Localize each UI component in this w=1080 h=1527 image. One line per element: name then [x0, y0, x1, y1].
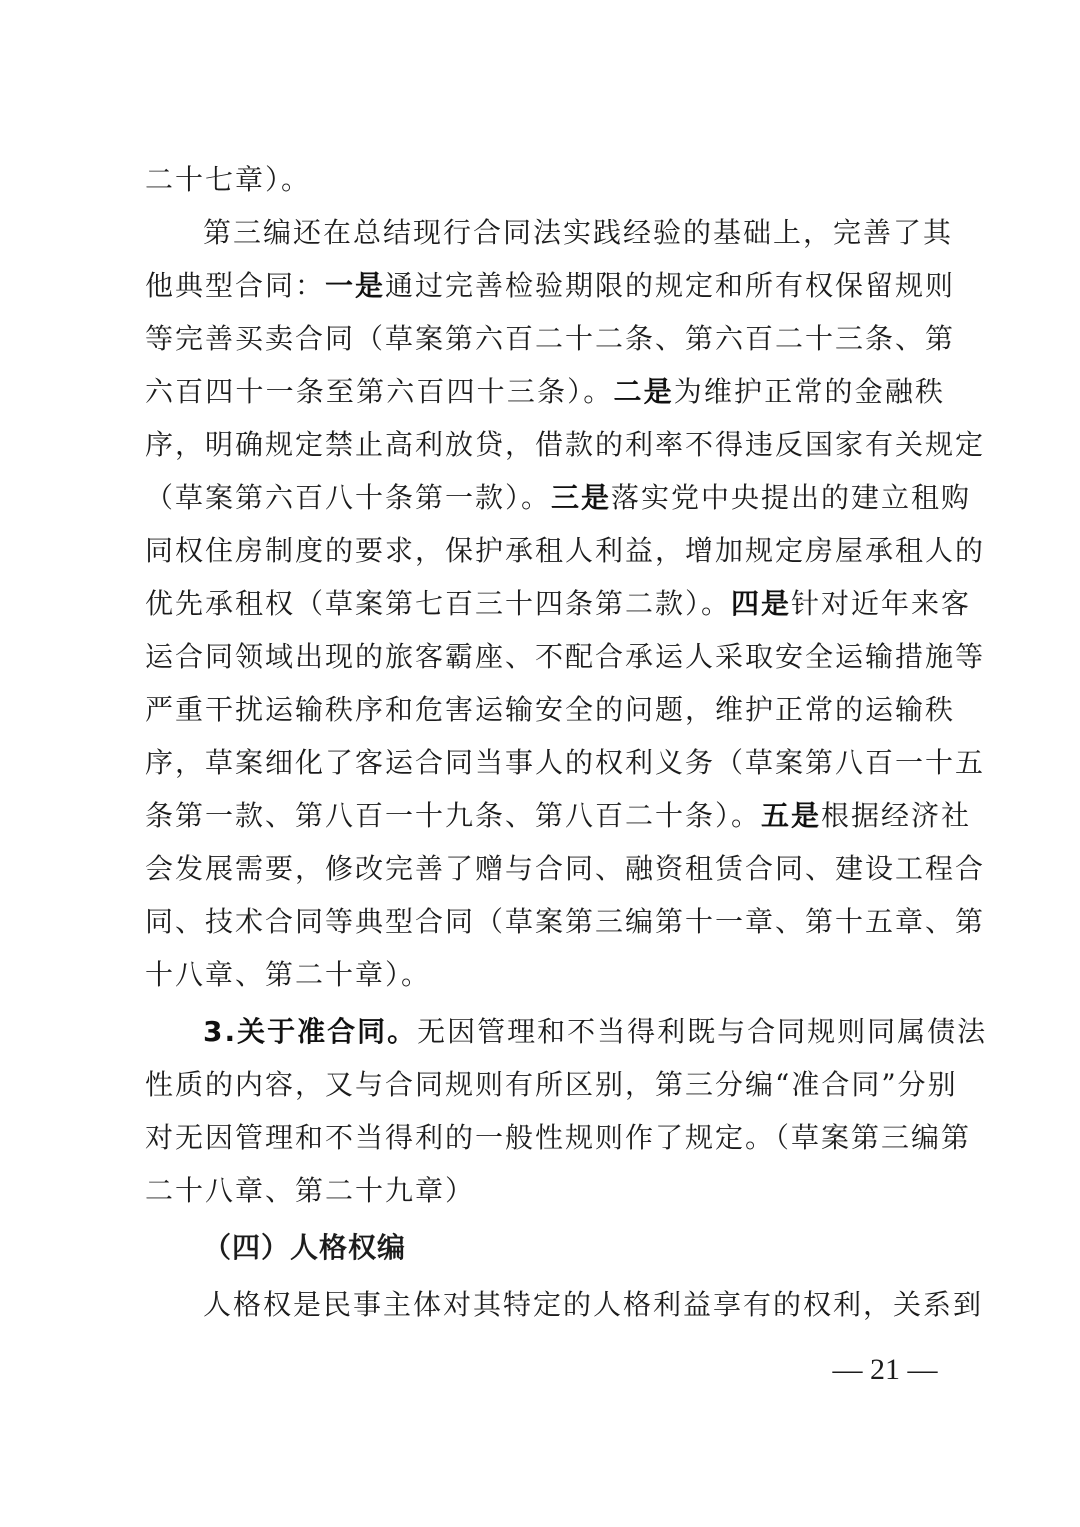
text-line: 条第一款、第八百一十九条、第八百二十条）。五是根据经济社 [145, 799, 972, 832]
section-quasi-contract: 3.关于准合同。无因管理和不当得利既与合同规则同属债法 [203, 1015, 988, 1048]
section-heading-3: 3.关于准合同。 [203, 1015, 418, 1048]
text-line: 二十七章）。 [145, 163, 312, 196]
emphasis-one: 一是 [325, 269, 386, 302]
text-line: 六百四十一条至第六百四十三条）。二是为维护正常的金融秩 [145, 375, 945, 408]
text-line: 二十八章、第二十九章） [145, 1174, 476, 1207]
text-line: 他典型合同：一是通过完善检验期限的规定和所有权保留规则 [145, 269, 956, 302]
subheading-personality-rights: （四）人格权编 [203, 1231, 407, 1264]
text-line: 严重干扰运输秩序和危害运输安全的问题，维护正常的运输秩 [145, 693, 956, 726]
text-line: 运合同领域出现的旅客霸座、不配合承运人采取安全运输措施等 [145, 640, 986, 673]
emphasis-five: 五是 [761, 799, 822, 832]
text-line: 对无因管理和不当得利的一般性规则作了规定。（草案第三编第 [145, 1121, 972, 1154]
paragraph-start: 人格权是民事主体对其特定的人格利益享有的权利，关系到 [203, 1288, 984, 1321]
text-line: （草案第六百八十条第一款）。三是落实党中央提出的建立租购 [145, 481, 972, 514]
text-line: 同、技术合同等典型合同（草案第三编第十一章、第十五章、第 [145, 905, 986, 938]
text-line: 性质的内容，又与合同规则有所区别，第三分编“准合同”分别 [145, 1068, 958, 1101]
text-line: 序，明确规定禁止高利放贷，借款的利率不得违反国家有关规定 [145, 428, 986, 461]
emphasis-two: 二是 [613, 375, 674, 408]
text-line: 同权住房制度的要求，保护承租人利益，增加规定房屋承租人的 [145, 534, 986, 567]
text-line: 十八章、第二十章）。 [145, 958, 432, 991]
text-line: 优先承租权（草案第七百三十四条第二款）。四是针对近年来客 [145, 587, 972, 620]
text-line: 会发展需要，修改完善了赠与合同、融资租赁合同、建设工程合 [145, 852, 986, 885]
text-line: 等完善买卖合同（草案第六百二十二条、第六百二十三条、第 [145, 322, 956, 355]
emphasis-four: 四是 [731, 587, 792, 620]
text-line: 序，草案细化了客运合同当事人的权利义务（草案第八百一十五 [145, 746, 986, 779]
emphasis-three: 三是 [551, 481, 612, 514]
page-number: — 21 — [832, 1353, 938, 1386]
paragraph-start: 第三编还在总结现行合同法实践经验的基础上，完善了其 [203, 216, 954, 249]
